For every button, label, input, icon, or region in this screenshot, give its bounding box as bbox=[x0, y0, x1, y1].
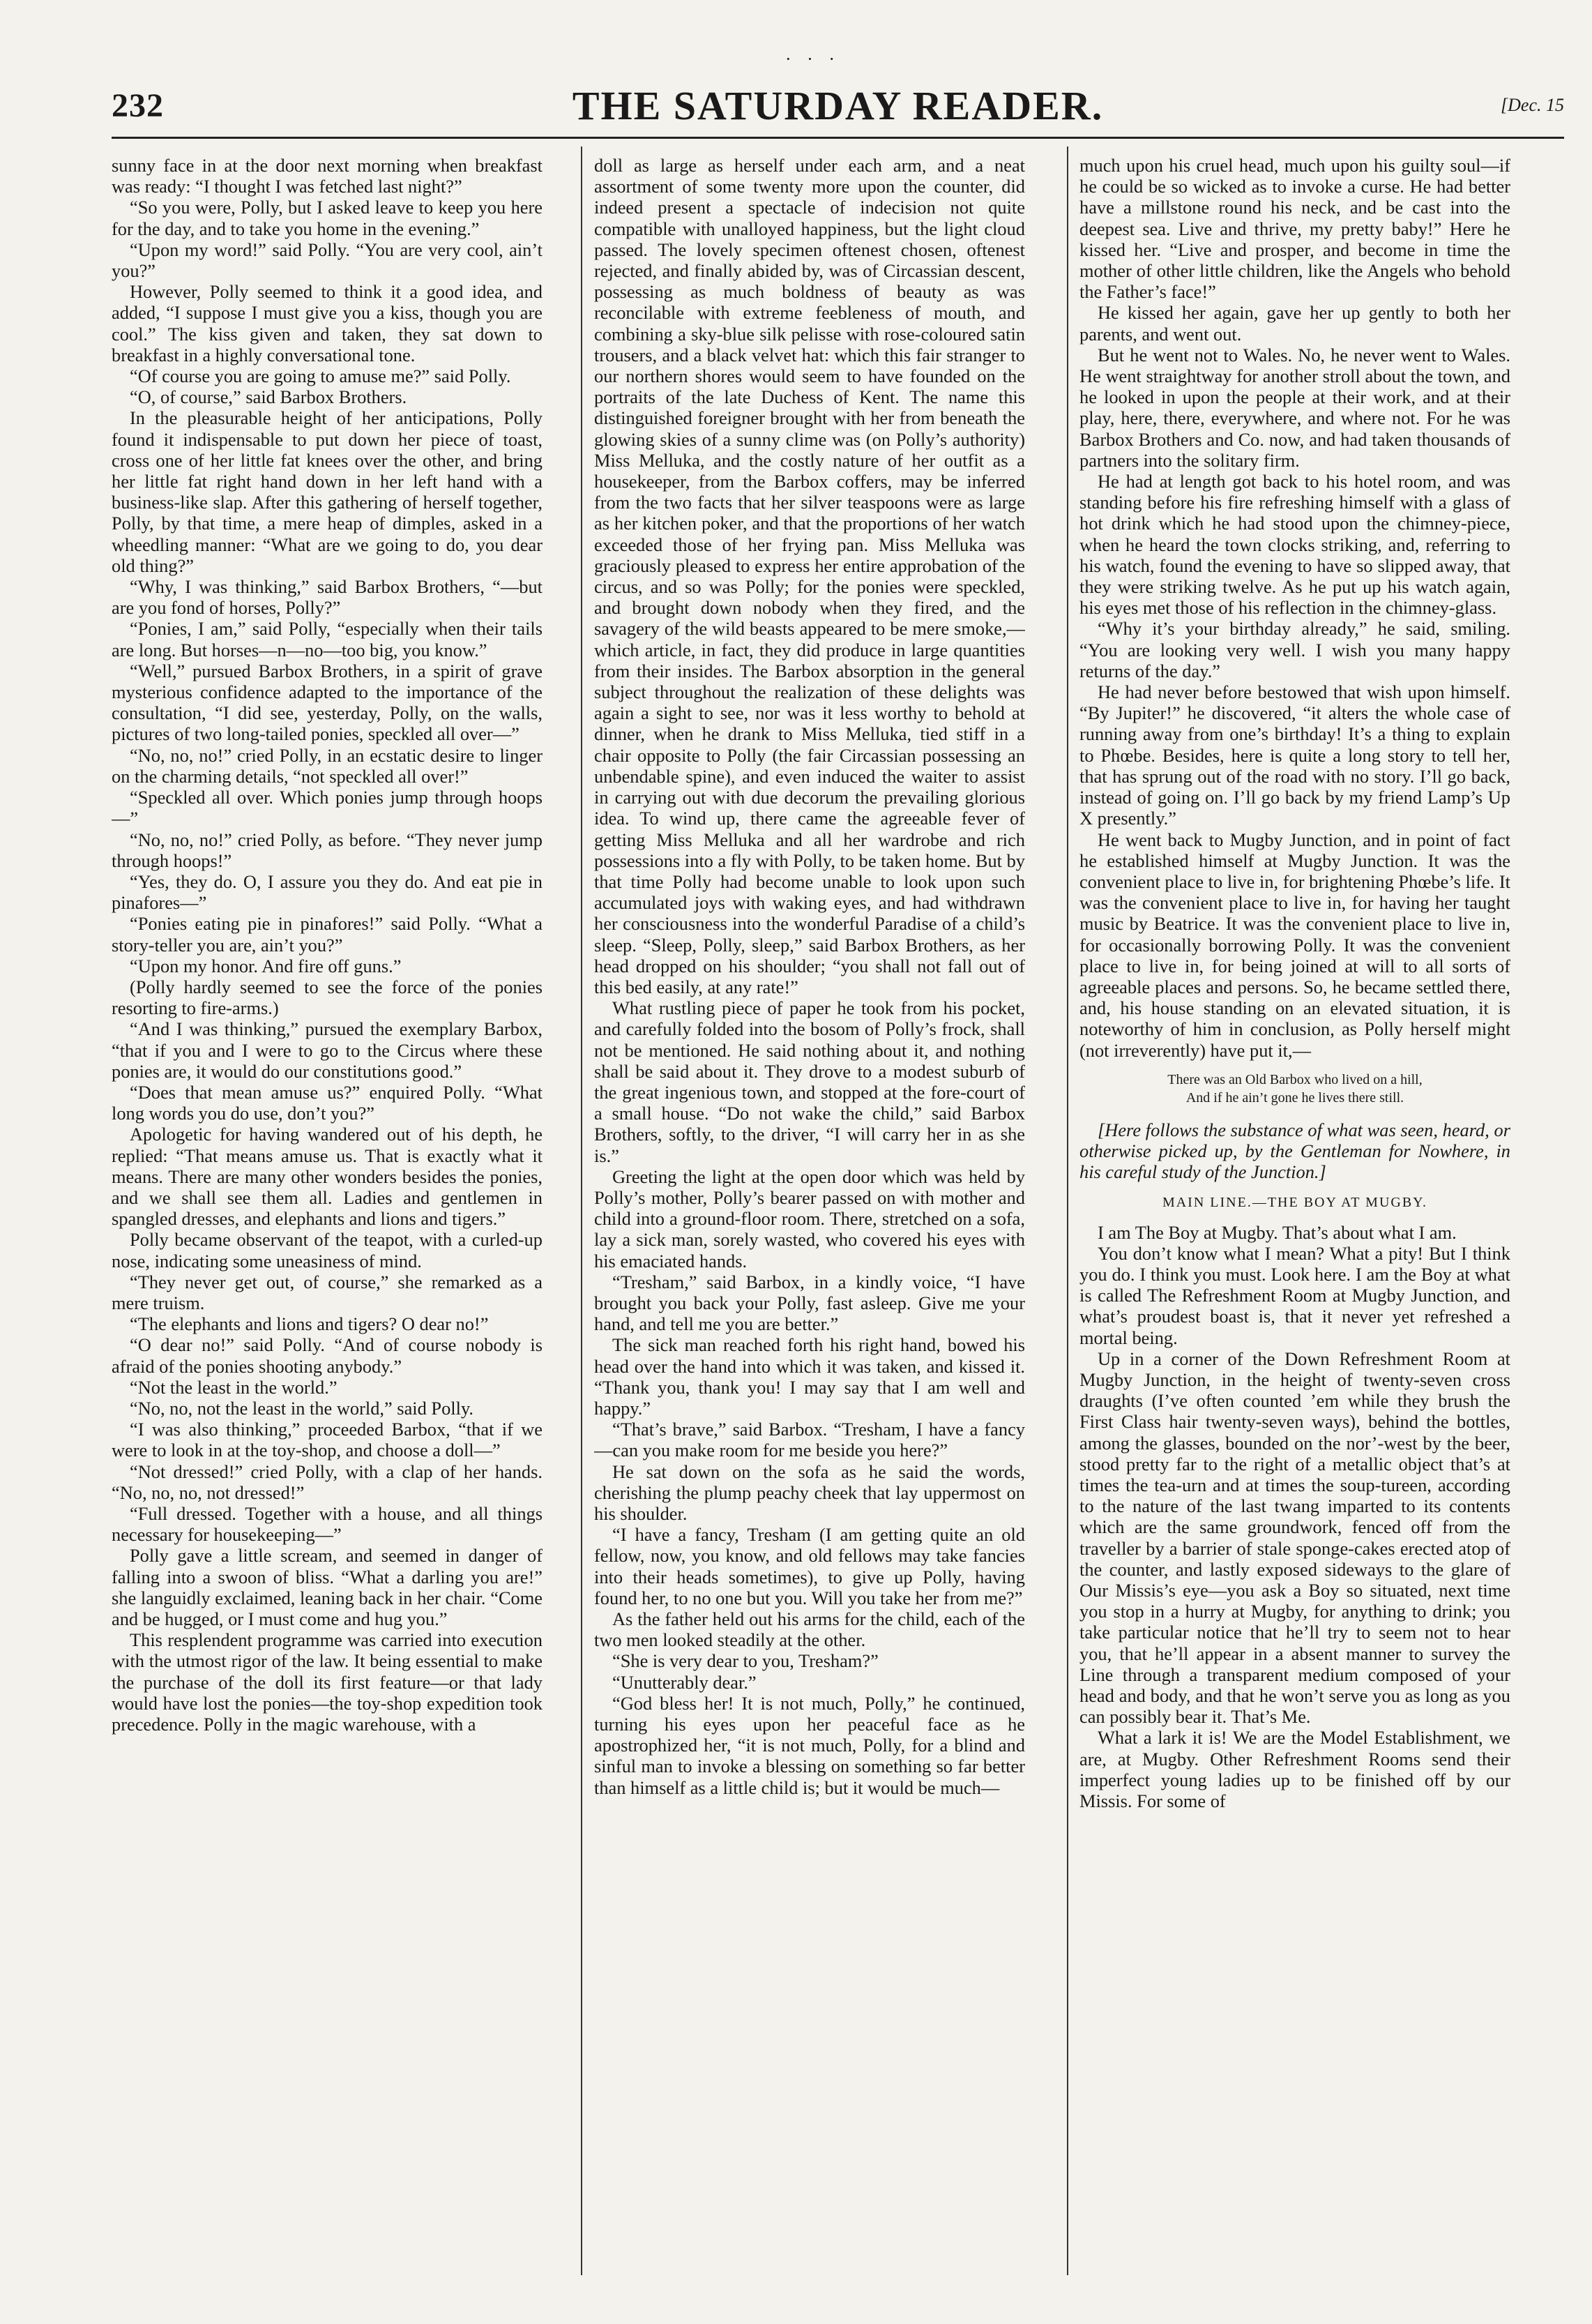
paragraph: “Ponies, I am,” said Polly, “especially when their tails are long. But horses—n—no—too big, you know.” bbox=[112, 618, 543, 661]
paragraph: “They never get out, of course,” she remarked as a mere truism. bbox=[112, 1271, 543, 1313]
paragraph: “She is very dear to you, Tresham?” bbox=[612, 1650, 879, 1672]
paragraph: “I was also thinking,” proceeded Barbox, “that if we were to look in at the toy-shop, and choose a doll—” bbox=[112, 1419, 543, 1461]
page-dateline: [Dec. 15 bbox=[1501, 95, 1564, 115]
paragraph: (Polly hardly seemed to see the force of the ponies resorting to fire-arms.) bbox=[112, 976, 543, 1019]
paragraph: “No, no, no!” cried Polly, as before. “They never jump through hoops!” bbox=[112, 829, 543, 871]
paragraph: “Upon my honor. And fire off guns.” bbox=[130, 955, 402, 976]
paragraph: “Why, I was thinking,” said Barbox Brothers, “—but are you fond of horses, Polly?” bbox=[112, 576, 543, 619]
paragraph: “And I was thinking,” pursued the exemplary Barbox, “that if you and I were to go to the Circus where these ponies are, it would do our constitutions good.” bbox=[112, 1018, 543, 1082]
paragraph: However, Polly seemed to think it a good idea, and added, “I suppose I must give you a kiss, though you are cool.” The kiss given and taken, they sat down to breakfast in a highly conversational tone. bbox=[112, 281, 543, 365]
paragraph: This resplendent programme was carried into execution with the utmost rigor of the law. It being essential to make the purchase of the doll its first feature—or that lady would have lost the ponies—the toy-shop expedition took precedence. Polly in the magic warehouse, with a bbox=[112, 1629, 543, 1735]
paragraph: But he went not to Wales. No, he never went to Wales. He went straightway for another stroll about the town, and he looked in upon the people at their work, and at their play, here, there, everywhere, and where not. For he was Barbox Brothers and Co. now, and had taken thousands of partners into the solitary firm. bbox=[1079, 344, 1510, 471]
paragraph: Up in a corner of the Down Refreshment Room at Mugby Junction, in the height of twenty-seven cross draughts (I’ve often counted ’em while they brush the First Class hair twenty-seven ways), behind the bottles, among the glasses, bounded on the nor’-west by the beer, stood pretty far to the right of a metallic object that’s at times the tea-urn and at times the soup-tureen, according to the nature of the last twang imparted to its contents which are the same groundwork, fenced off from the traveller by a barrier of stale sponge-cakes erected atop of the counter, and lastly exposed sideways to the glare of Our Missis’s eye—you ask a Boy so situated, next time you stop in a hurry at Mugby, for anything to drink; you take particular notice that he’ll try to seem not to hear you, that he’ll appear in a absent manner to survey the Line through a transparent medium composed of your head and body, and that he won’t serve you as long as you can possibly bear it. That’s Me. bbox=[1079, 1348, 1510, 1728]
verse-line: There was an Old Barbox who lived on a hill, bbox=[1167, 1071, 1423, 1087]
paragraph: In the pleasurable height of her anticipations, Polly found it indispensable to put down her piece of toast, cross one of her little fat knees over the other, and bring her little fat right hand down in her left hand with a business-like slap. After this gathering of herself together, Polly, by that time, a mere heap of dimples, asked in a wheedling manner: “What are we going to do, you dear old thing?” bbox=[112, 407, 543, 576]
paragraph: “No, no, not the least in the world,” said Polly. bbox=[130, 1397, 474, 1419]
column-divider bbox=[581, 146, 582, 2275]
paragraph: “Does that mean amuse us?” enquired Polly. “What long words you do use, don’t you?” bbox=[112, 1081, 543, 1124]
column-divider bbox=[1067, 146, 1068, 2275]
paragraph: sunny face in at the door next morning when breakfast was ready: “I thought I was fetched last night?” bbox=[112, 155, 543, 197]
paragraph: “Not dressed!” cried Polly, with a clap of her hands. “No, no, no, not dressed!” bbox=[112, 1461, 543, 1503]
paragraph: “Full dressed. Together with a house, and all things necessary for housekeeping—” bbox=[112, 1503, 543, 1546]
header-rule bbox=[112, 137, 1564, 139]
paragraph: “Ponies eating pie in pinafores!” said Polly. “What a story-teller you are, ain’t you?” bbox=[112, 913, 543, 956]
paragraph: The sick man reached forth his right hand, bowed his head over the hand into which it was taken, and kissed it. “Thank you, thank you! I may say that I am well and happy.” bbox=[594, 1334, 1025, 1419]
paragraph: “Upon my word!” said Polly. “You are very cool, ain’t you?” bbox=[112, 239, 543, 282]
paragraph: You don’t know what I mean? What a pity! But I think you do. I think you must. Look here. I am the Boy at what is called The Refreshment Room at Mugby Junction, and what’s proudest boast is, that it never yet refreshed a mortal being. bbox=[1079, 1242, 1510, 1348]
paragraph: He had never before bestowed that wish upon himself. “By Jupiter!” he discovered, “it alters the whole case of running away from one’s birthday! It’s a thing to explain to Phœbe. Besides, here is quite a long story to tell her, that has sprung out of the road with no story. I’ll go back, instead of going on. I’ll go back by my friend Lamp’s Up X presently.” bbox=[1079, 681, 1510, 829]
paragraph: Polly became observant of the teapot, with a curled-up nose, indicating some uneasiness of mind. bbox=[112, 1229, 543, 1272]
paragraph: He had at length got back to his hotel room, and was standing before his fire refreshing himself with a glass of hot drink which he had stood upon the chimney-piece, when he heard the town clocks striking, and, referring to his watch, found the evening to have so slipped away, that they were striking twelve. As he put up his watch again, his eyes met those of his reflection in the chimney-glass. bbox=[1079, 471, 1510, 619]
paragraph: doll as large as herself under each arm, and a neat assortment of some twenty more upon the counter, did indeed present a spectacle of indecision not quite compatible with unalloyed happiness, but the light cloud passed. The lovely specimen oftenest chosen, oftenest rejected, and finally abided by, was of Circassian descent, possessing as much boldness of beauty as was reconcilable with extreme feebleness of mouth, and combining a sky-blue silk pelisse with rose-coloured satin trousers, and a black velvet hat: which this fair stranger to our northern shores would seem to have founded on the portraits of the late Duchess of Kent. The name this distinguished foreigner brought with her from beneath the glowing skies of a sunny clime was (on Polly’s authority) Miss Melluka, and the costly nature of her outfit as a housekeeper, from the Barbox coffers, may be inferred from the two facts that her silver teaspoons were as large as her kitchen poker, and that the proportions of her watch exceeded those of her frying pan. Miss Melluka was graciously pleased to express her entire approbation of the circus, and so was Polly; for the ponies were speckled, and brought down nobody when they fired, and the savagery of the wild beasts appeared to be mere smoke,—which article, in fact, they did produce in large quantities from their insides. The Barbox absorption in the general subject throughout the realization of these delights was again a sight to see, nor was it less worthy to behold at dinner, when he drank to Miss Melluka, tied stiff in a chair opposite to Polly (the fair Circassian possessing an unbendable spine), and even induced the waiter to assist in carrying out with due decorum the prevailing glorious idea. To wind up, there came the agreeable fever of getting Miss Melluka and all her wardrobe and rich possessions into a fly with Polly, to be taken home. But by that time Polly had become unable to look upon such accumulated joys with waking eyes, and had withdrawn her consciousness into the wonderful Paradise of a child’s sleep. “Sleep, Polly, sleep,” said Barbox Brothers, as her head dropped on his shoulder; “you shall not fall out of this bed easily, at any rate!” bbox=[594, 155, 1025, 997]
section-heading: MAIN LINE.—THE BOY AT MUGBY. bbox=[1162, 1195, 1428, 1211]
paragraph: “Speckled all over. Which ponies jump through hoops—” bbox=[112, 787, 543, 829]
paragraph: As the father held out his arms for the child, each of the two men looked steadily at the other. bbox=[594, 1608, 1025, 1651]
paragraph: “Tresham,” said Barbox, in a kindly voice, “I have brought you back your Polly, fast asleep. Give me your hand, and tell me you are better.” bbox=[594, 1271, 1025, 1335]
paragraph: “Of course you are going to amuse me?” said Polly. bbox=[130, 365, 511, 387]
verse-couplet bbox=[1079, 1071, 1510, 1107]
paragraph: “Yes, they do. O, I assure you they do. And eat pie in pinafores—” bbox=[112, 870, 543, 914]
paragraph: much upon his cruel head, much upon his guilty soul—if he could be so wicked as to invoke a curse. He had better have a millstone round his neck, and be cast into the deepest sea. Live and thrive, my pretty baby!” Here he kissed her. “Live and prosper, and become in time the mother of other little children, like the Angels who behold the Father’s face!” bbox=[1079, 155, 1510, 303]
text-column-1 bbox=[112, 155, 543, 2289]
page-header bbox=[112, 82, 1564, 131]
publication-title: THE SATURDAY READER. bbox=[572, 83, 1104, 128]
paragraph: He kissed her again, gave her up gently to both her parents, and went out. bbox=[1079, 302, 1510, 345]
paragraph: “God bless her! It is not much, Polly,” he continued, turning his eyes upon her peaceful face as he apostrophized her, “it is not much, Polly, for a blind and sinful man to invoke a blessing on something so far better than himself as a little child is; but it would be much— bbox=[594, 1692, 1025, 1798]
text-column-2 bbox=[594, 155, 1025, 2289]
text-column-3 bbox=[1079, 155, 1510, 2289]
paragraph: “No, no, no!” cried Polly, in an ecstatic desire to linger on the charming details, “not speckled all over!” bbox=[112, 744, 543, 787]
printer-ornament: · · · bbox=[785, 49, 840, 69]
paragraph: I am The Boy at Mugby. That’s about what I am. bbox=[1098, 1221, 1457, 1243]
paragraph: Polly gave a little scream, and seemed in danger of falling into a swoon of bliss. “What a darling you are!” she languidly exclaimed, leaning back in her chair. “Come and be hugged, or I must come and hug you.” bbox=[112, 1545, 543, 1630]
paragraph: “So you were, Polly, but I asked leave to keep you here for the day, and to take you home in the evening.” bbox=[112, 197, 543, 239]
paragraph: What a lark it is! We are the Model Establishment, we are, at Mugby. Other Refreshment Rooms send their imperfect young ladies up to be finished off by our Missis. For some of bbox=[1079, 1727, 1510, 1812]
paragraph: What rustling piece of paper he took from his pocket, and carefully folded into the bosom of Polly’s frock, shall not be mentioned. He said nothing about it, and nothing shall be said about it. They drove to a modest suburb of the great ingenious town, and stopped at the fore-court of a small house. “Do not wake the child,” said Barbox Brothers, softly, to the driver, “I will carry her in as she is.” bbox=[594, 997, 1025, 1166]
paragraph: “Not the least in the world.” bbox=[130, 1376, 338, 1398]
paragraph: He went back to Mugby Junction, and in point of fact he established himself at Mugby Junction. It was the convenient place to live in, for brightening Phœbe’s life. It was the convenient place to live in, for having her taught music by Beatrice. It was the convenient place to live in, for occasionally borrowing Polly. It was the convenient place to live in, for being joined at will to all sorts of agreeable places and persons. So, he became settled there, and, his house standing on an elevated situation, it is noteworthy of him in conclusion, as Polly herself might (not irreverently) have put it,— bbox=[1079, 829, 1510, 1061]
verse-line: And if he ain’t gone he lives there still. bbox=[1185, 1089, 1404, 1106]
paragraph: He sat down on the sofa as he said the words, cherishing the plump peachy cheek that lay uppermost on his shoulder. bbox=[594, 1461, 1025, 1524]
page-number: 232 bbox=[112, 87, 164, 124]
paragraph: Greeting the light at the open door which was held by Polly’s mother, Polly’s bearer passed on with mother and child into a ground-floor room. There, stretched on a sofa, lay a sick man, sorely wasted, who covered his eyes with his emaciated hands. bbox=[594, 1165, 1025, 1272]
paragraph: Apologetic for having wandered out of his depth, he replied: “That means amuse us. That is exactly what it means. There are many other wonders besides the ponies, and we shall see them all. Ladies and gentlemen in spangled dresses, and elephants and lions and tigers.” bbox=[112, 1124, 543, 1230]
paragraph: “I have a fancy, Tresham (I am getting quite an old fellow, now, you know, and old fellows may take fancies into their heads sometimes), to give up Polly, having found her, to no one but you. Will you take her from me?” bbox=[594, 1524, 1025, 1608]
paragraph: “Unutterably dear.” bbox=[612, 1671, 757, 1693]
paragraph: “O dear no!” said Polly. “And of course nobody is afraid of the ponies shooting anybody.” bbox=[112, 1334, 543, 1377]
paragraph: “The elephants and lions and tigers? O dear no!” bbox=[130, 1313, 489, 1335]
paragraph: “O, of course,” said Barbox Brothers. bbox=[130, 386, 407, 408]
editorial-note: [Here follows the substance of what was seen, heard, or otherwise picked up, by the Gentleman for Nowhere, in his careful study of the Junction.] bbox=[1079, 1119, 1510, 1183]
paragraph: “That’s brave,” said Barbox. “Tresham, I have a fancy—can you make room for me beside you here?” bbox=[594, 1419, 1025, 1461]
paragraph: “Why it’s your birthday already,” he said, smiling. “You are looking very well. I wish you many happy returns of the day.” bbox=[1079, 618, 1510, 681]
paragraph: “Well,” pursued Barbox Brothers, in a spirit of grave mysterious confidence adapted to the importance of the consultation, “I did see, yesterday, Polly, on the walls, pictures of two long-tailed ponies, speckled all over—” bbox=[112, 660, 543, 745]
